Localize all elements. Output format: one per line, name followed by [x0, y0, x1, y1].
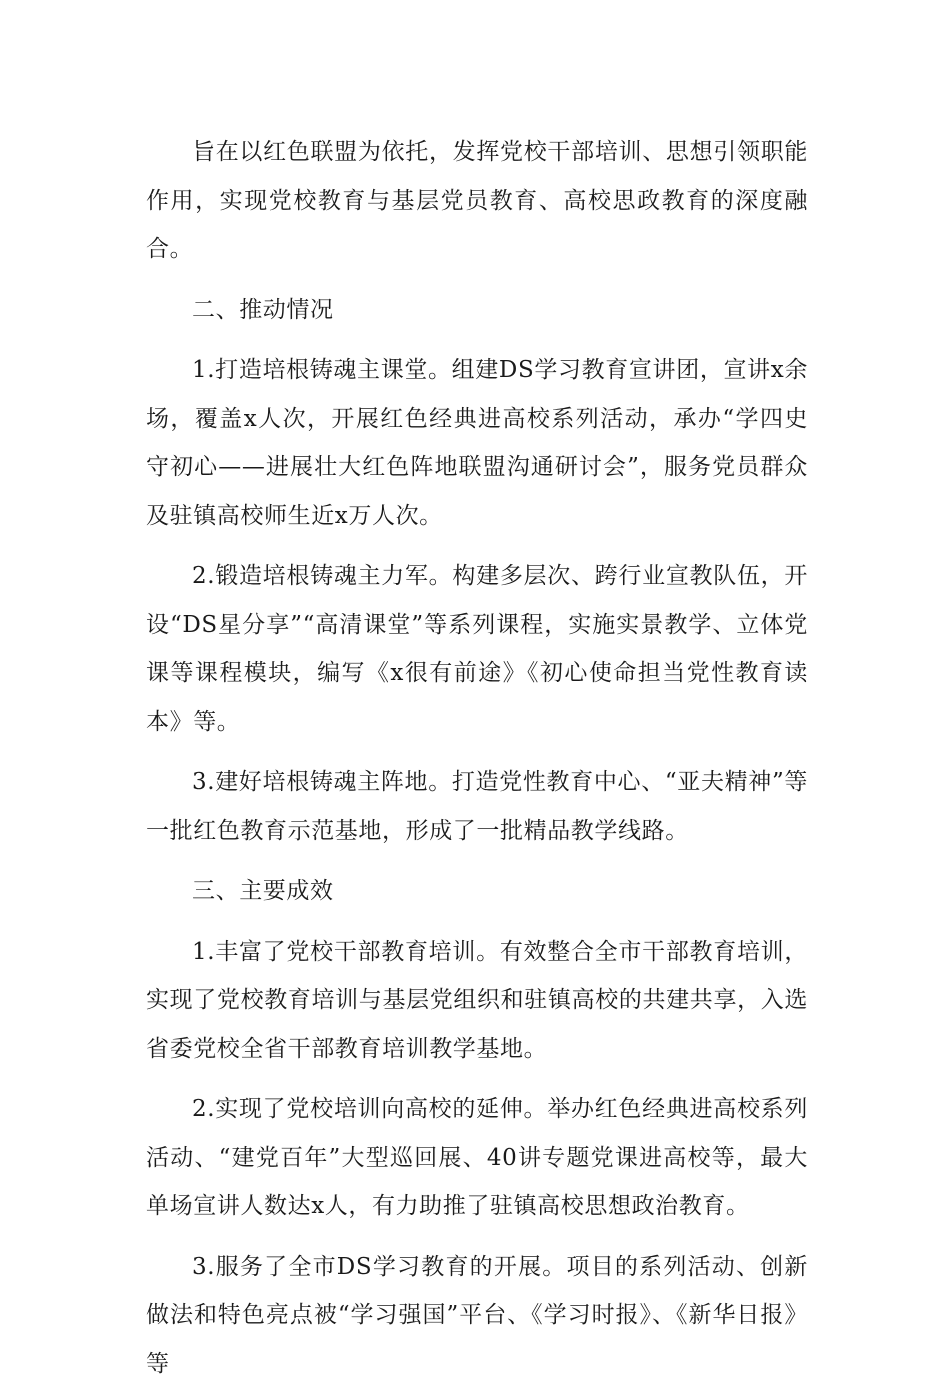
document-body	[146, 128, 808, 1400]
paragraph-progress-3: 3.建好培根铸魂主阵地。打造党性教育中心、“亚夫精神”等一批红色教育示范基地，形成了一批精品教学线路。	[146, 769, 808, 844]
paragraph-results-2: 2.实现了党校培训向高校的延伸。举办红色经典进高校系列活动、“建党百年”大型巡回展、40讲专题党课进高校等，最大单场宣讲人数达x人，有力助推了驻镇高校思想政治教育。	[146, 1096, 808, 1219]
paragraph-results-1: 1.丰富了党校干部教育培训。有效整合全市干部教育培训，实现了党校教育培训与基层党组织和驻镇高校的共建共享，入选省委党校全省干部教育培训教学基地。	[146, 938, 808, 1062]
paragraph-progress-2: 2.锻造培根铸魂主力军。构建多层次、跨行业宣教队伍，开设“DS星分享”“高清课堂”等系列课程，实施实景教学、立体党课等课程模块，编写《x很有前途》《初心使命担当党性教育读本》等。	[146, 563, 808, 735]
section-heading-results: 三、主要成效	[192, 878, 334, 904]
paragraph-results-3: 3.服务了全市DS学习教育的开展。项目的系列活动、创新做法和特色亮点被“学习强国”平台、《学习时报》、《新华日报》等	[146, 1253, 808, 1377]
paragraph-progress-1: 1.打造培根铸魂主课堂。组建DS学习教育宣讲团，宣讲x余场，覆盖x人次，开展红色经典进高校系列活动，承办“学四史守初心——进展壮大红色阵地联盟沟通研讨会”，服务党员群众及驻镇高校师生近x万人次。	[146, 357, 808, 529]
section-heading-progress: 二、推动情况	[192, 296, 334, 323]
paragraph-intro: 旨在以红色联盟为依托，发挥党校干部培训、思想引领职能作用，实现党校教育与基层党员教育、高校思政教育的深度融合。	[146, 139, 808, 262]
